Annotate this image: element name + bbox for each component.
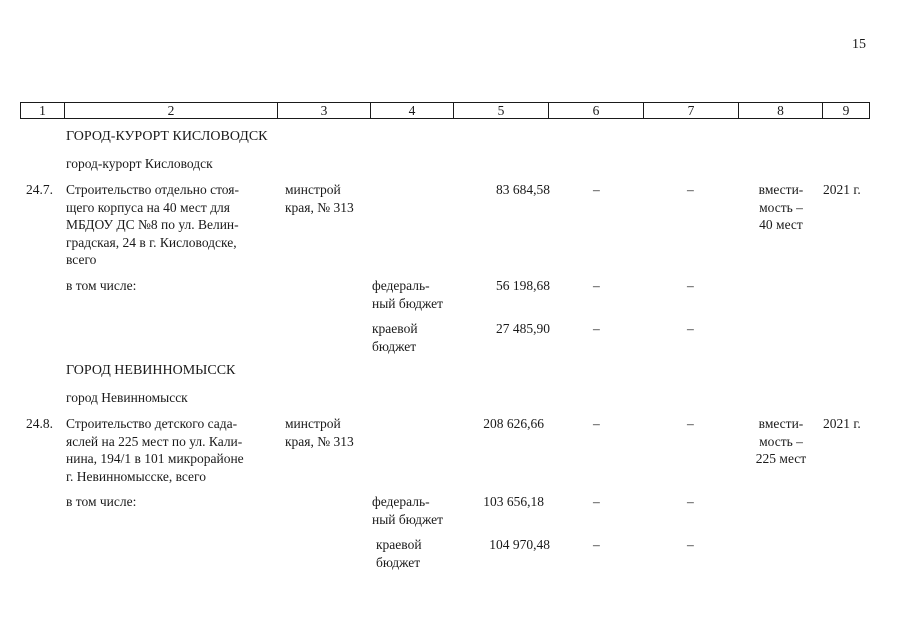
budget-source-federal: федераль- ный бюджет: [372, 494, 444, 527]
item-amount: 208 626,66: [483, 416, 544, 431]
budget-col7: –: [687, 537, 694, 552]
budget-amount-regional: 27 485,90: [496, 321, 550, 336]
budget-amount-federal: 103 656,18: [483, 494, 544, 509]
column-header-4: 4: [371, 103, 454, 119]
item-number: 24.7.: [26, 182, 53, 197]
budget-source-federal: федераль- ный бюджет: [372, 278, 444, 311]
budget-amount-federal: 56 198,68: [496, 278, 550, 293]
budget-col7: –: [687, 321, 694, 336]
section-subtitle: город-курорт Кисловодск: [66, 156, 213, 171]
column-header-3: 3: [278, 103, 371, 119]
budget-col7: –: [687, 494, 694, 509]
budget-source-regional: краевой бюджет: [376, 537, 422, 570]
item-col6: –: [593, 416, 600, 431]
budget-col6: –: [593, 278, 600, 293]
column-header-5: 5: [454, 103, 549, 119]
column-header-6: 6: [549, 103, 644, 119]
item-organization: минстрой края, № 313: [285, 416, 354, 449]
item-amount: 83 684,58: [496, 182, 550, 197]
budget-col6: –: [593, 537, 600, 552]
item-col7: –: [687, 416, 694, 431]
item-col7: –: [687, 182, 694, 197]
column-header-9: 9: [823, 103, 870, 119]
column-number-header: [20, 102, 870, 119]
budget-amount-regional: 104 970,48: [489, 537, 550, 552]
column-header-2: 2: [65, 103, 278, 119]
including-label: в том числе:: [66, 278, 137, 293]
page-number: 15: [852, 37, 866, 52]
section-subtitle: город Невинномысск: [66, 390, 188, 405]
item-col6: –: [593, 182, 600, 197]
column-header-7: 7: [644, 103, 739, 119]
item-number: 24.8.: [26, 416, 53, 431]
budget-source-regional: краевой бюджет: [372, 321, 418, 354]
item-capacity: вмести- мость – 225 мест: [755, 416, 807, 466]
item-organization: минстрой края, № 313: [285, 182, 354, 215]
budget-col6: –: [593, 321, 600, 336]
item-name: Строительство отдельно стоя- щего корпуса на 40 мест для МБДОУ ДС №8 по ул. Велин- градская, 24 в г. Кисловодске, всего: [66, 182, 240, 267]
section-title: ГОРОД-КУРОРТ КИСЛОВОДСК: [66, 129, 268, 144]
item-name: Строительство детского сада- яслей на 225 мест по ул. Кали- нина, 194/1 в 101 микрорайоне г. Невинномысске, всего: [66, 416, 244, 484]
including-label: в том числе:: [66, 494, 137, 509]
item-capacity: вмести- мость – 40 мест: [758, 182, 804, 232]
budget-col6: –: [593, 494, 600, 509]
column-header-1: 1: [21, 103, 65, 119]
item-year: 2021 г.: [823, 416, 861, 431]
column-header-8: 8: [739, 103, 823, 119]
budget-col7: –: [687, 278, 694, 293]
item-year: 2021 г.: [823, 182, 861, 197]
section-title: ГОРОД НЕВИННОМЫССК: [66, 363, 236, 378]
